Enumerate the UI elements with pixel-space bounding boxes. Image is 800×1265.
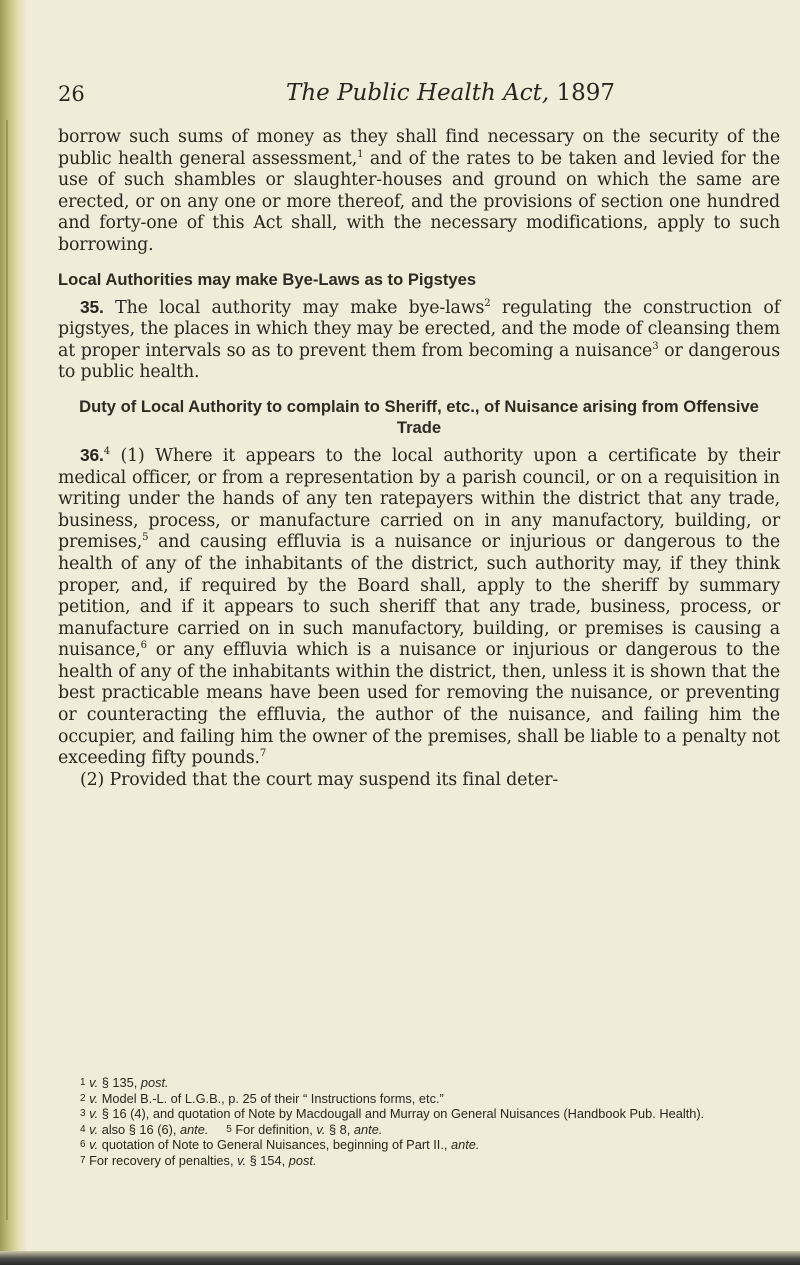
footnote-ref: 2 xyxy=(484,297,491,309)
footnote-ref: 3 xyxy=(652,340,659,352)
paragraph-continued: borrow such sums of money as they shall find necessary on the security of the public health general assessment,$^1$ and of the rates to be taken and levied for the use of such shambles or slaughter-houses and ground on which the same are erected, or on any one or more thereof, and the provisions of section one hundred and forty-one of this Act shall, with the necessary modifications, apply to such borrowing. xyxy=(58,127,780,255)
page-bottom-edge xyxy=(0,1251,800,1265)
section-number: 35. xyxy=(80,296,104,317)
footnote-ref: 5 xyxy=(142,532,149,544)
title-year: 1897 xyxy=(556,80,616,106)
footnote: 7 For recovery of penalties, v. § 154, post. xyxy=(80,1152,317,1168)
page-header xyxy=(58,82,758,118)
footnote: 4 v. also § 16 (6), ante. 5 For definition, v. § 8, ante. xyxy=(80,1121,383,1137)
section-36-subsection-1: 36.$^4$ (1) Where it appears to the local authority upon a certificate by their medical officer, or from a representation by a parish council, or on a requisition in writing under the hands of any ten ratepayers within the district that any trade, business, process, or manufacture carried on in any manufactory, building, or premises,$^5$ and causing effluvia is a nuisance or injurious or dangerous to the health of any of the inhabitants of the district, such authority may, if they think proper, and, if required by the Board shall, apply to the sheriff by summary petition, and if it appears to such sheriff that any trade, business, process, or manufacture carried on in such manufactory, building, or premises is causing a nuisance,$^6$ or any effluvia which is a nuisance or injurious or dangerous to the health of any of the inhabitants within the district, then, unless it is shown that the best practicable means have been used for removing the nuisance, or preventing or counteracting the effluvia, the author of the nuisance, and failing him the occupier, and failing him the owner of the premises, shall be liable to a penalty not exceeding fifty pounds.$^7$ xyxy=(58,444,780,769)
footnote: 6 v. quotation of Note to General Nuisances, beginning of Part II., ante. xyxy=(80,1137,480,1153)
footnotes xyxy=(58,1075,780,1169)
section-heading-offensive-trade: Duty of Local Authority to complain to Sheriff, etc., of Nuisance arising from Offensive Trade xyxy=(79,396,759,437)
page-binding-edge xyxy=(0,0,26,1265)
section-number: 36. xyxy=(80,444,104,465)
section-36-subsection-2: (2) Provided that the court may suspend its final deter- xyxy=(80,769,559,790)
footnote-ref: 6 xyxy=(140,640,147,652)
footnote: 3 v. § 16 (4), and quotation of Note by Macdougall and Murray on General Nuisances (Handbook Pub. Health). xyxy=(80,1106,705,1122)
running-title: The Public Health Act, 1897 xyxy=(286,80,616,106)
footnote-ref: 1 xyxy=(357,148,364,160)
footnote-ref: 7 xyxy=(259,748,267,760)
footnote-ref: 4 xyxy=(103,446,110,458)
section-35: 35. The local authority may make bye-laws$^2$ regulating the construction of pigstyes, the places in which they may be erected, and the mode of cleansing them at proper intervals so as to prevent them from becoming a nuisance$^3$ or dangerous to public health. xyxy=(58,296,780,383)
section-heading-pigstyes: Local Authorities may make Bye-Laws as to Pigstyes xyxy=(58,269,477,289)
footnote: 2 v. Model B.-L. of L.G.B., p. 25 of their “ Instructions forms, etc.” xyxy=(80,1090,444,1106)
footnote: 1 v. § 135, post. xyxy=(80,1075,169,1090)
page-number: 26 xyxy=(58,82,85,106)
page-body xyxy=(58,127,780,791)
